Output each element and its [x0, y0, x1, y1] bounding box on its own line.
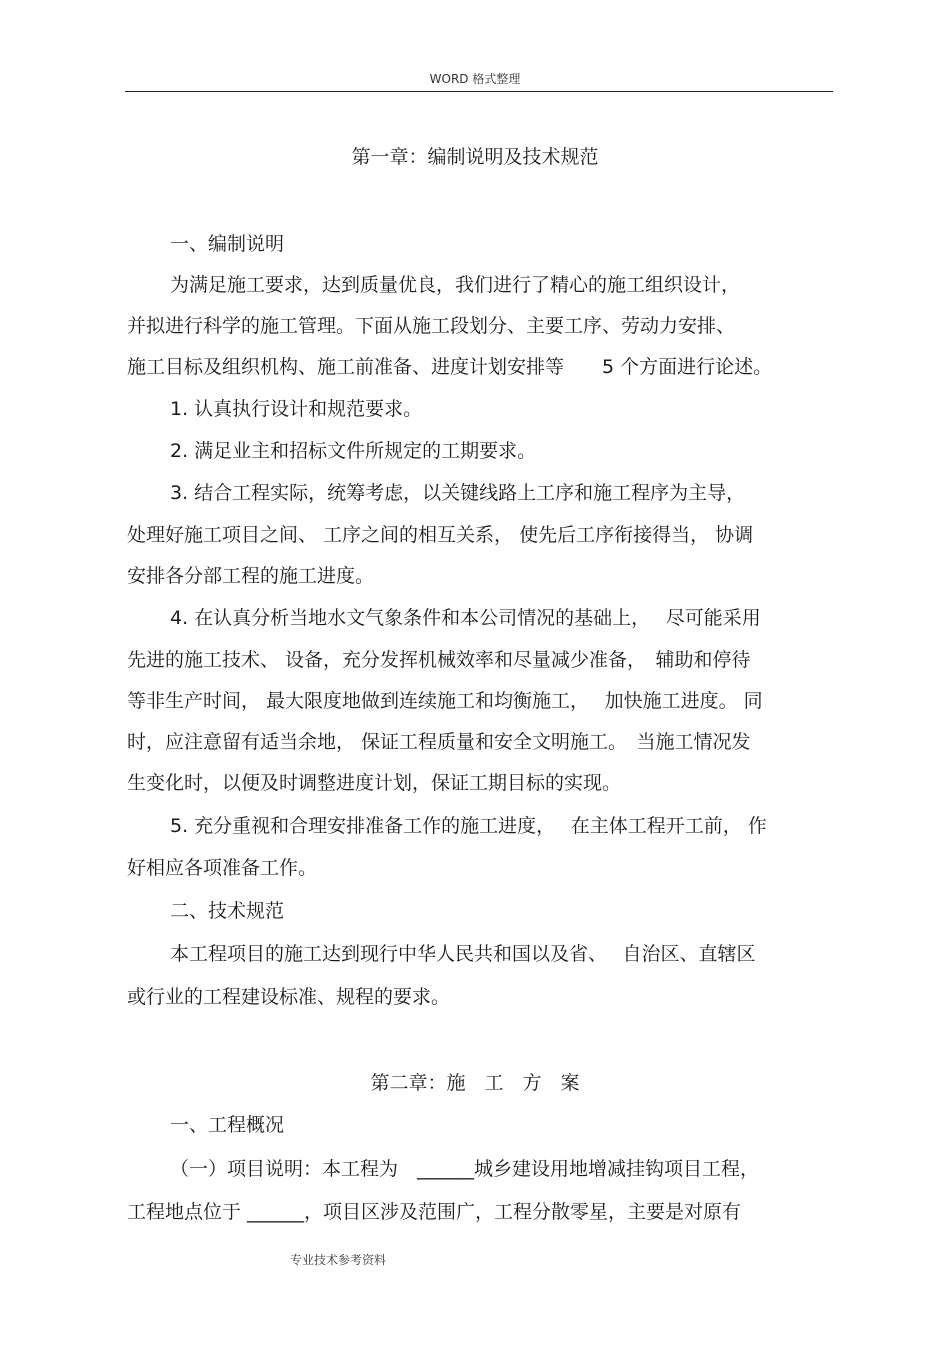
paragraph-line: 施工目标及组织机构、施工前准备、进度计划安排等 5 个方面进行论述。: [127, 356, 773, 378]
paragraph-line: 为满足施工要求，达到质量优良，我们进行了精心的施工组织设计，: [170, 274, 741, 296]
paragraph-line: 好相应各项准备工作。: [127, 857, 318, 879]
page-footer: 专业技术参考资料: [290, 1253, 387, 1267]
paragraph-line: 生变化时，以便及时调整进度计划，保证工期目标的实现。: [127, 772, 622, 794]
paragraph-line: 本工程项目的施工达到现行中华人民共和国以及省、 自治区、直辖区: [170, 943, 756, 965]
section-heading-overview: 一、工程概况: [170, 1114, 285, 1136]
list-item-2: 2. 满足业主和招标文件所规定的工期要求。: [170, 440, 537, 462]
paragraph-line: 先进的施工技术、 设备，充分发挥机械效率和尽量减少准备， 辅助和停待: [127, 649, 751, 671]
list-item-1: 1. 认真执行设计和规范要求。: [170, 398, 423, 420]
section-heading-compilation: 一、编制说明: [170, 233, 285, 255]
list-item-5: 5. 充分重视和合理安排准备工作的施工进度， 在主体工程开工前， 作: [170, 815, 767, 837]
page-header: WORD 格式整理: [429, 72, 521, 86]
paragraph-line: 等非生产时间， 最大限度地做到连续施工和均衡施工， 加快施工进度。 同: [127, 690, 763, 712]
chapter1-title: 第一章：编制说明及技术规范: [351, 146, 599, 168]
list-item-3: 3. 结合工程实际，统筹考虑，以关键线路上工序和施工程序为主导，: [170, 482, 746, 504]
paragraph-line: 或行业的工程建设标准、规程的要求。: [127, 986, 451, 1008]
paragraph-line: 处理好施工项目之间、 工序之间的相互关系， 使先后工序衔接得当， 协调: [127, 524, 754, 546]
paragraph-line: 时，应注意留有适当余地， 保证工程质量和安全文明施工。 当施工情况发: [127, 731, 751, 753]
header-divider: [125, 91, 833, 92]
paragraph-line: 并拟进行科学的施工管理。下面从施工段划分、主要工序、劳动力安排、: [127, 315, 736, 337]
paragraph-line: 安排各分部工程的施工进度。: [127, 565, 375, 587]
list-item-4: 4. 在认真分析当地水文气象条件和本公司情况的基础上， 尽可能采用: [170, 607, 761, 629]
chapter2-title: 第二章：施 工 方 案: [370, 1072, 580, 1094]
paragraph-line: （一）项目说明：本工程为 ______城乡建设用地增减挂钩项目工程，: [170, 1158, 760, 1180]
section-heading-technical: 二、技术规范: [170, 900, 285, 922]
paragraph-line: 工程地点位于 ______，项目区涉及范围广，工程分散零星，主要是对原有: [127, 1201, 742, 1223]
